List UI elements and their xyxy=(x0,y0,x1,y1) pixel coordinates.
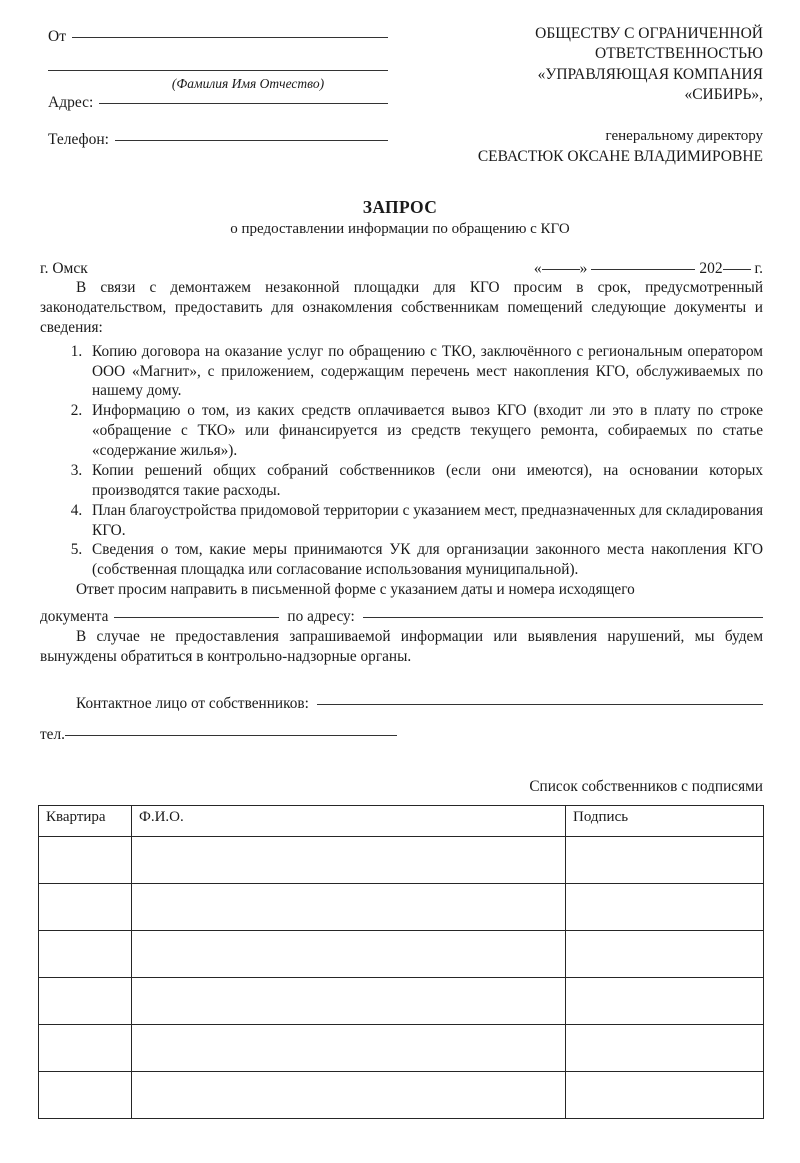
phone-blank-line[interactable] xyxy=(115,140,388,141)
phone-row xyxy=(48,131,388,149)
reply-address-blank[interactable] xyxy=(363,617,763,618)
contact-tel-label: тел. xyxy=(40,725,65,743)
addressee-org-line-2: ОТВЕТСТВЕННОСТЬЮ xyxy=(595,45,763,63)
address-label: Адрес: xyxy=(48,94,94,111)
date-line xyxy=(534,260,763,278)
cell-signature[interactable] xyxy=(566,1072,764,1119)
column-header-signature: Подпись xyxy=(566,806,764,837)
cell-signature[interactable] xyxy=(566,1025,764,1072)
cell-fullname[interactable] xyxy=(132,837,566,884)
city-label: г. Омск xyxy=(40,260,88,278)
cell-signature[interactable] xyxy=(566,978,764,1025)
document-body xyxy=(0,278,800,744)
table-row xyxy=(39,884,764,931)
contact-person-row xyxy=(40,694,763,714)
reply-address-label: по адресу: xyxy=(287,608,355,626)
requested-documents-list xyxy=(40,342,763,581)
list-item: 5. Сведения о том, какие меры принимаются УК для организации законного места накопления КГО (собственная площадка или согласование использования муниципальной). xyxy=(86,540,763,580)
addressee-org-line-1: ОБЩЕСТВУ С ОГРАНИЧЕННОЙ xyxy=(535,25,763,42)
address-blank-line[interactable] xyxy=(99,103,388,104)
page-title: ЗАПРОС xyxy=(362,197,438,218)
document-number-label: документа xyxy=(40,608,109,626)
table-row xyxy=(39,1025,764,1072)
addressee-block xyxy=(403,24,763,167)
from-blank-line[interactable] xyxy=(72,37,388,38)
cell-fullname[interactable] xyxy=(132,931,566,978)
answer-paragraph: Ответ просим направить в письменной форме с указанием даты и номера исходящего xyxy=(76,581,635,599)
owners-table-caption: Список собственников с подписями xyxy=(529,778,763,796)
cell-fullname[interactable] xyxy=(132,1025,566,1072)
list-item: 3. Копии решений общих собраний собственников (если они имеются), на основании которых производятся такие расходы. xyxy=(86,461,763,501)
owners-table-body xyxy=(39,837,764,1119)
column-header-fullname: Ф.И.О. xyxy=(132,806,566,837)
cell-apartment[interactable] xyxy=(39,978,132,1025)
table-row xyxy=(39,931,764,978)
contact-person-label: Контактное лицо от собственников: xyxy=(76,694,309,712)
document-address-row xyxy=(40,607,763,627)
year-suffix: г. xyxy=(754,260,763,278)
contact-tel-blank[interactable] xyxy=(65,735,397,736)
contact-tel-row xyxy=(40,725,763,745)
document-number-blank[interactable] xyxy=(114,617,279,618)
fio-row xyxy=(48,73,388,74)
owners-signature-table xyxy=(38,805,764,1119)
cell-fullname[interactable] xyxy=(132,978,566,1025)
from-label: От xyxy=(48,28,66,45)
table-header-row xyxy=(39,806,764,837)
contact-person-blank[interactable] xyxy=(317,704,763,705)
cell-apartment[interactable] xyxy=(39,837,132,884)
list-item: 2. Информацию о том, из каких средств оплачивается вывоз КГО (входит ли это в плату по строке «обращение с ТКО» или финансируется из средств текущего ремонта, собираемых по статье «содержание жилья»). xyxy=(86,401,763,461)
cell-apartment[interactable] xyxy=(39,931,132,978)
table-row xyxy=(39,1072,764,1119)
list-item: 4. План благоустройства придомовой территории с указанием мест, предназначенных для складирования КГО. xyxy=(86,501,763,541)
document-header xyxy=(0,0,800,167)
intro-paragraph: В связи с демонтажем незаконной площадки для КГО просим в срок, предусмотренный законодательством, предоставить для ознакомления собственникам помещений следующие документы и сведения: xyxy=(40,279,763,336)
table-row xyxy=(39,978,764,1025)
year-blank[interactable] xyxy=(723,269,751,270)
cell-apartment[interactable] xyxy=(39,1072,132,1119)
warning-paragraph: В случае не предоставления запрашиваемой информации или выявления нарушений, мы будем вынуждены обратиться в контрольно-надзорные органы. xyxy=(40,627,763,665)
cell-signature[interactable] xyxy=(566,837,764,884)
addressee-director-block xyxy=(403,127,763,167)
cell-apartment[interactable] xyxy=(39,1025,132,1072)
fio-caption: (Фамилия Имя Отчество) xyxy=(171,76,325,91)
from-row xyxy=(48,28,388,46)
addressee-org-line-4: «СИБИРЬ», xyxy=(684,86,763,104)
page-subtitle: о предоставлении информации по обращению с КГО xyxy=(230,221,570,238)
cell-signature[interactable] xyxy=(566,931,764,978)
title-block xyxy=(0,197,800,238)
address-row xyxy=(48,94,388,112)
month-blank[interactable] xyxy=(591,269,695,270)
phone-label: Телефон: xyxy=(48,131,109,148)
fio-blank-line[interactable] xyxy=(48,70,388,71)
cell-signature[interactable] xyxy=(566,884,764,931)
director-name: СЕВАСТЮК ОКСАНЕ ВЛАДИМИРОВНЕ xyxy=(477,147,763,165)
quote-open: « xyxy=(533,260,542,278)
column-header-apartment: Квартира xyxy=(39,806,132,837)
sender-block xyxy=(48,24,388,149)
cell-fullname[interactable] xyxy=(132,884,566,931)
director-role: генеральному директору xyxy=(605,127,763,144)
quote-close: » xyxy=(579,260,588,278)
year-prefix: 202 xyxy=(699,260,723,278)
cell-apartment[interactable] xyxy=(39,884,132,931)
table-row xyxy=(39,837,764,884)
city-date-row xyxy=(0,260,800,278)
day-blank[interactable] xyxy=(542,269,580,270)
cell-fullname[interactable] xyxy=(132,1072,566,1119)
addressee-org-line-3: «УПРАВЛЯЮЩАЯ КОМПАНИЯ xyxy=(537,65,763,83)
list-item: 1. Копию договора на оказание услуг по обращению с ТКО, заключённого с региональным оператором ООО «Магнит», с приложением, содержащим перечень мест накопления КГО, обслуживаемых по нашему дому. xyxy=(86,342,763,402)
